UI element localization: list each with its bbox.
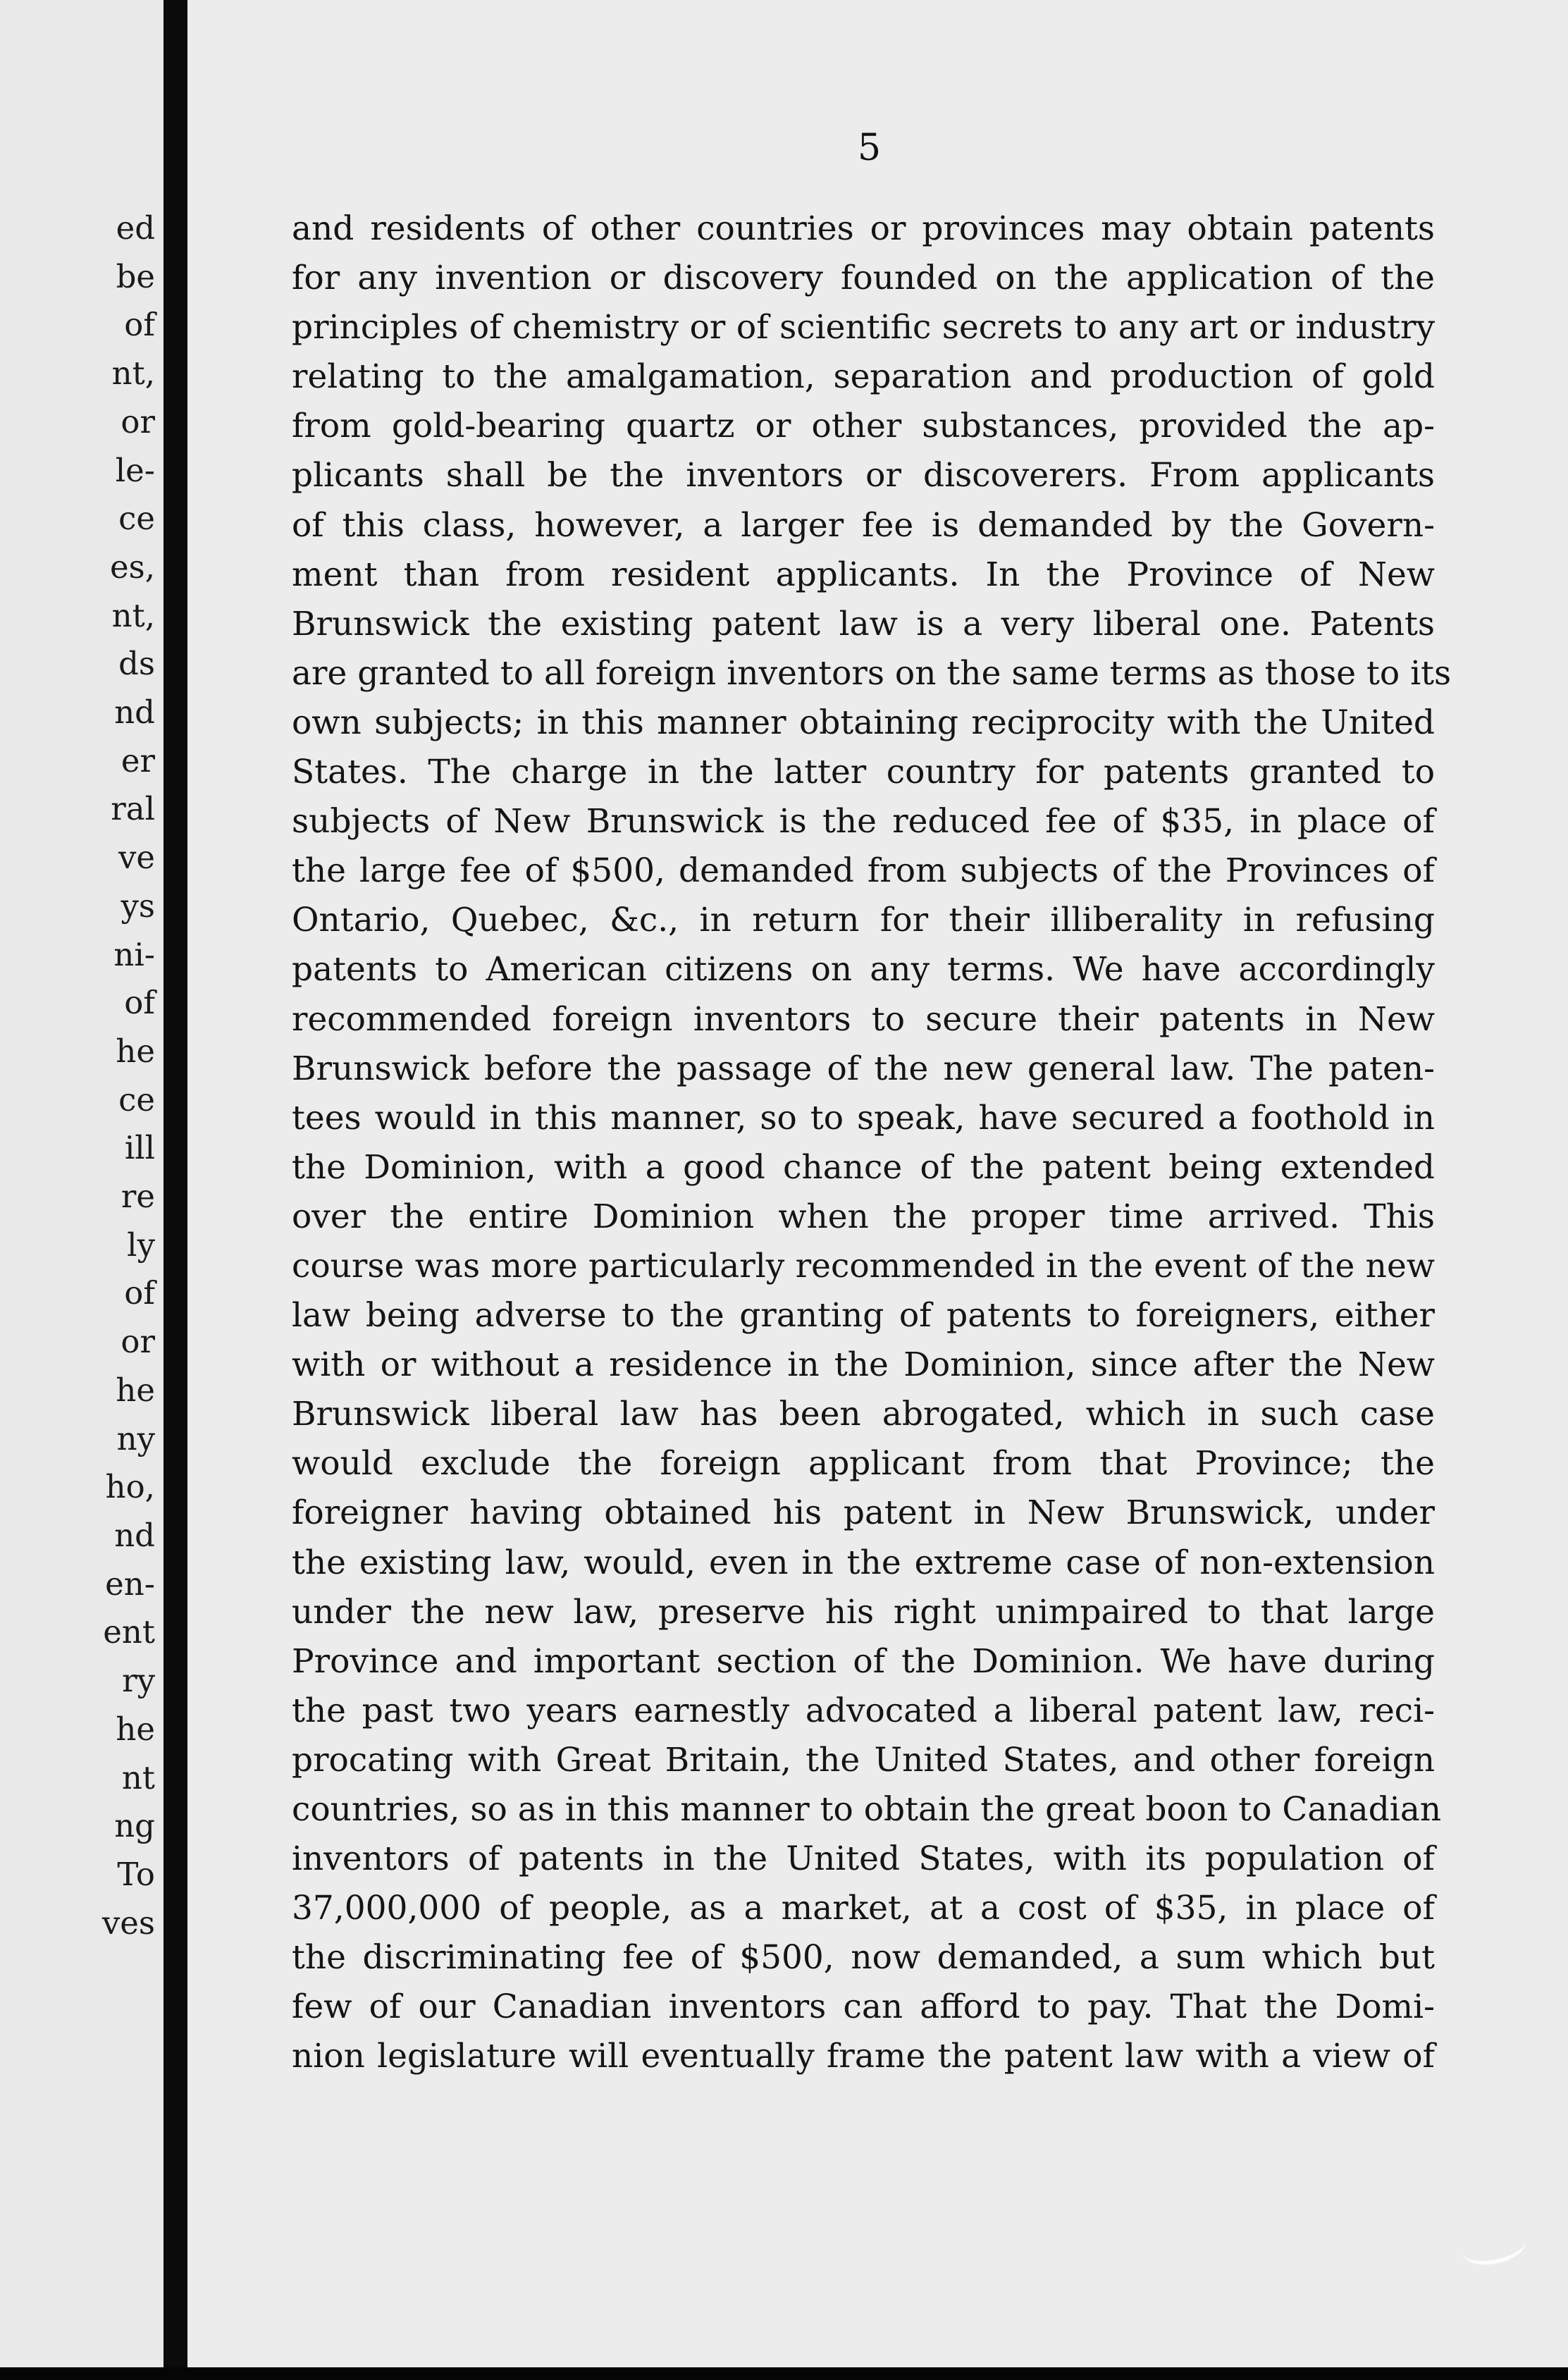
text-line: under the new law, preserve his right unimpaired to that large: [292, 1592, 1435, 1632]
left-page-fragment: nt: [121, 1758, 155, 1796]
left-page-fragment: ent: [103, 1613, 155, 1651]
scan-bottom-edge: [0, 2367, 1568, 2380]
left-page-fragment: he: [116, 1032, 155, 1070]
text-line: Ontario, Quebec, &c., in return for their illiberality in refusing: [292, 901, 1435, 940]
left-page-edge: [0, 0, 163, 2380]
text-line: inventors of patents in the United States, with its population of: [292, 1839, 1435, 1879]
left-page-fragment: ves: [101, 1904, 155, 1942]
left-page-fragment: of: [124, 984, 155, 1022]
left-page-fragment: es,: [109, 548, 155, 586]
left-page-fragment: or: [121, 1323, 155, 1361]
text-line: few of our Canadian inventors can afford to pay. That the Domi-: [292, 1987, 1435, 2027]
right-page: [187, 0, 1568, 2380]
text-line: the discriminating fee of $500, now demanded, a sum which but: [292, 1938, 1435, 1978]
left-page-fragment: ny: [116, 1419, 155, 1457]
left-page-fragment: ho,: [105, 1468, 155, 1506]
left-page-fragment: nd: [114, 1516, 155, 1554]
left-page-fragment: To: [117, 1855, 155, 1893]
text-line: course was more particularly recommended in the event of the new: [292, 1246, 1435, 1285]
left-page-fragment: ral: [111, 790, 155, 828]
left-page-fragment: ed: [116, 209, 155, 247]
left-page-fragment: of: [124, 1274, 155, 1312]
text-line: nion legislature will eventually frame the patent law with a view of: [292, 2037, 1435, 2076]
text-line: countries, so as in this manner to obtain the great boon to Canadian: [292, 1790, 1442, 1829]
book-gutter: [163, 0, 187, 2380]
text-line: patents to American citizens on any terms. We have accordingly: [292, 950, 1435, 989]
text-line: relating to the amalgamation, separation and production of gold: [292, 357, 1435, 397]
text-line: of this class, however, a larger fee is demanded by the Govern-: [292, 505, 1435, 545]
text-line: the past two years earnestly advocated a liberal patent law, reci-: [292, 1691, 1435, 1730]
text-line: recommended foreign inventors to secure their patents in New: [292, 999, 1435, 1039]
text-line: the large fee of $500, demanded from subjects of the Provinces of: [292, 851, 1435, 891]
text-line: ment than from resident applicants. In the Province of New: [292, 555, 1435, 594]
text-line: the existing law, would, even in the extreme case of non-extension: [292, 1543, 1435, 1582]
left-page-fragment: ys: [121, 887, 155, 925]
left-page-fragment: ds: [118, 645, 155, 683]
left-page-fragment: nt,: [111, 596, 155, 634]
left-page-fragment: le-: [115, 451, 155, 489]
text-line: over the entire Dominion when the proper time arrived. This: [292, 1197, 1435, 1236]
left-page-fragment: of: [124, 306, 155, 344]
left-page-fragment: ce: [118, 1080, 155, 1118]
text-line: Brunswick liberal law has been abrogated, which in such case: [292, 1395, 1435, 1434]
text-line: principles of chemistry or of scientific secrets to any art or industry: [292, 308, 1435, 347]
text-line: are granted to all foreign inventors on the same terms as those to its: [292, 653, 1452, 693]
text-line: Brunswick before the passage of the new general law. The paten-: [292, 1049, 1435, 1088]
text-line: own subjects; in this manner obtaining reciprocity with the United: [292, 703, 1435, 742]
text-line: 37,000,000 of people, as a market, at a cost of $35, in place of: [292, 1889, 1435, 1928]
text-line: foreigner having obtained his patent in New Brunswick, under: [292, 1493, 1435, 1533]
left-page-fragment: be: [116, 257, 155, 295]
text-line: would exclude the foreign applicant from that Province; the: [292, 1444, 1435, 1484]
left-page-fragment: ni-: [113, 935, 155, 973]
paper-mark: [1459, 2225, 1529, 2270]
left-page-fragment: or: [121, 402, 155, 440]
text-line: States. The charge in the latter country for patents granted to: [292, 753, 1435, 792]
text-line: for any invention or discovery founded on the application of the: [292, 259, 1435, 298]
text-line: Brunswick the existing patent law is a very liberal one. Patents: [292, 604, 1435, 643]
left-page-fragment: nt,: [111, 354, 155, 393]
left-page-fragment: ng: [114, 1807, 155, 1845]
text-line: plicants shall be the inventors or discoverers. From applicants: [292, 456, 1435, 495]
left-page-fragment: ill: [124, 1129, 155, 1167]
left-page-text-fragments: [102, 204, 155, 1947]
left-page-fragment: ce: [118, 500, 155, 538]
text-line: law being adverse to the granting of patents to foreigners, either: [292, 1296, 1435, 1336]
left-page-fragment: ve: [118, 839, 155, 877]
text-line: subjects of New Brunswick is the reduced fee of $35, in place of: [292, 802, 1435, 841]
left-page-fragment: he: [116, 1371, 155, 1409]
left-page-fragment: nd: [114, 693, 155, 732]
left-page-fragment: ry: [122, 1662, 155, 1700]
text-line: tees would in this manner, so to speak, have secured a foothold in: [292, 1098, 1435, 1137]
text-line: Province and important section of the Dominion. We have during: [292, 1641, 1435, 1681]
text-line: and residents of other countries or provinces may obtain patents: [292, 209, 1435, 248]
left-page-fragment: ly: [127, 1226, 155, 1264]
left-page-fragment: er: [121, 741, 155, 779]
body-text: [292, 204, 1452, 2082]
text-line: the Dominion, with a good chance of the patent being extended: [292, 1147, 1435, 1187]
text-line: from gold-bearing quartz or other substances, provided the ap-: [292, 407, 1435, 446]
text-line: with or without a residence in the Dominion, since after the New: [292, 1345, 1435, 1385]
left-page-fragment: re: [121, 1178, 155, 1216]
left-page-fragment: en-: [105, 1565, 155, 1603]
left-page-fragment: he: [116, 1710, 155, 1748]
page-number: 5: [858, 127, 882, 169]
text-line: procating with Great Britain, the United States, and other foreign: [292, 1740, 1435, 1780]
